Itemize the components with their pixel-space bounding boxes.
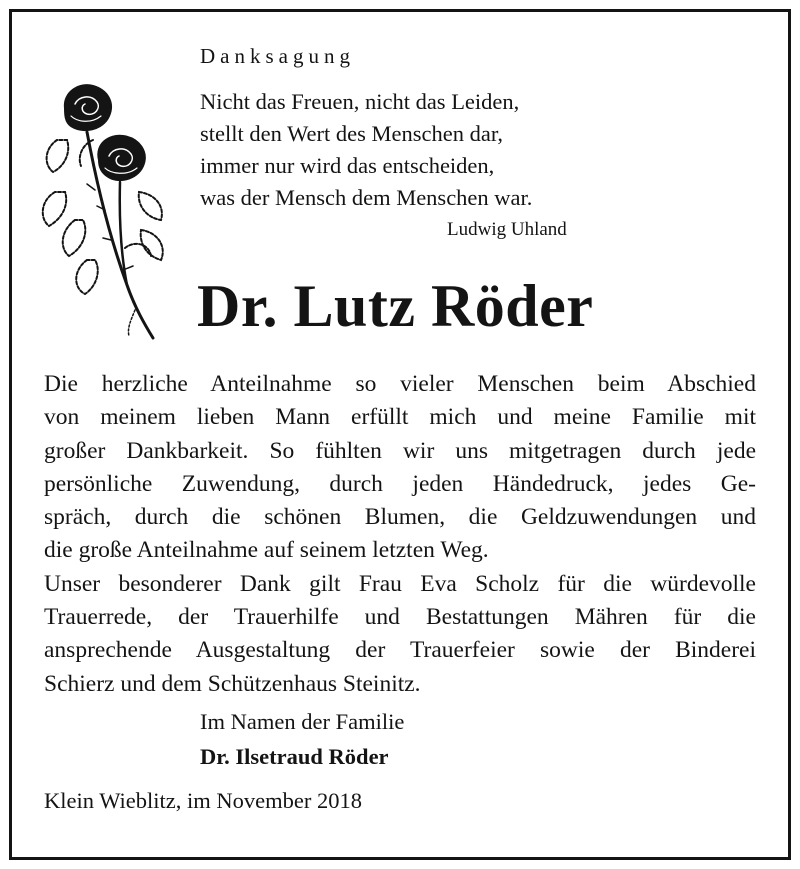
signature-block: [200, 704, 404, 774]
poem-line: was der Mensch dem Menschen war.: [200, 185, 533, 210]
poem-line: stellt den Wert des Menschen dar,: [200, 121, 504, 146]
body-line: großer Dankbarkeit. So fühlten wir uns mitgetragen durch jede: [44, 437, 756, 464]
thank-you-text: [44, 368, 756, 701]
body-line: ansprechende Ausgestaltung der Trauerfeier sowie der Binderei: [44, 637, 756, 664]
notice-heading: Danksagung: [200, 44, 355, 68]
body-line: Unser besonderer Dank gilt Frau Eva Scholz für die würdevolle: [44, 570, 756, 597]
body-line: die große Anteilnahme auf seinem letzten Weg.: [44, 537, 489, 564]
poem-line: immer nur wird das entscheiden,: [200, 153, 495, 178]
body-line: Trauerrede, der Trauerhilfe und Bestattungen Mähren für die: [44, 604, 756, 631]
body-line: spräch, durch die schönen Blumen, die Geldzuwendungen und: [44, 504, 756, 531]
body-line: persönliche Zuwendung, durch jeden Händedruck, jedes Ge-: [44, 470, 756, 497]
body-line: Schierz und dem Schützenhaus Steinitz.: [44, 670, 421, 697]
poem: [200, 86, 532, 214]
signature-intro: Im Namen der Familie: [200, 709, 405, 734]
deceased-name: Dr. Lutz Röder: [197, 273, 594, 339]
body-line: Die herzliche Anteilnahme so vieler Menschen beim Abschied: [44, 371, 756, 397]
signature-name: Dr. Ilsetraud Röder: [200, 744, 389, 769]
poem-author: Ludwig Uhland: [447, 219, 567, 240]
poem-line: Nicht das Freuen, nicht das Leiden,: [200, 89, 520, 114]
body-line: von meinem lieben Mann erfüllt mich und meine Familie mit: [44, 404, 756, 431]
place-date: Klein Wieblitz, im November 2018: [44, 788, 362, 813]
rose-icon: [35, 80, 175, 342]
